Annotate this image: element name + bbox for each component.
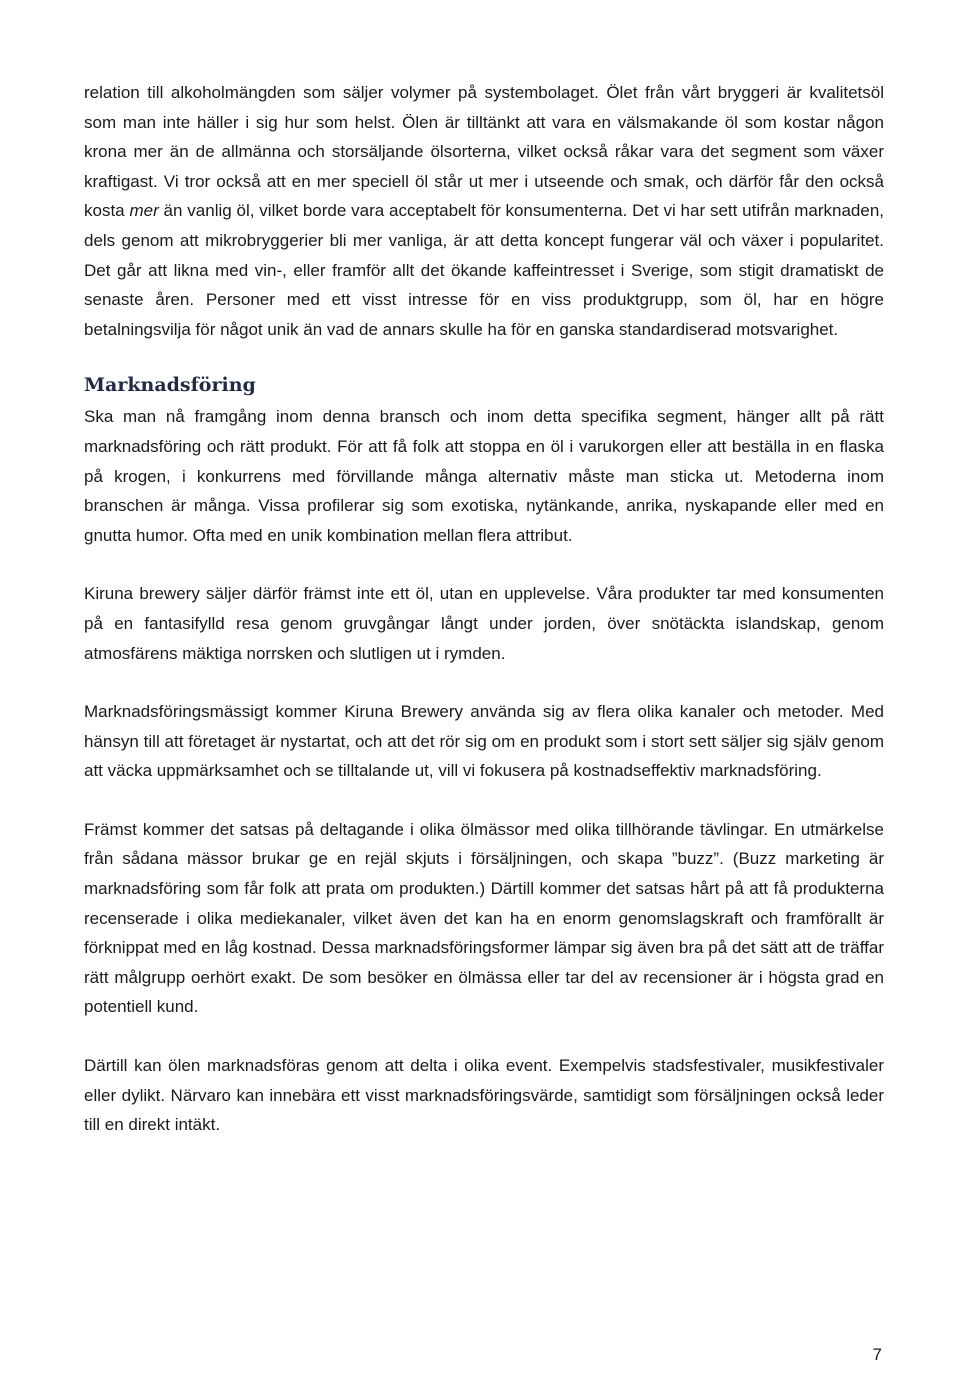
section-heading-marknadsforing: Marknadsföring [84,374,256,397]
paragraph-success: Ska man nå framgång inom denna bransch och inom detta specifika segment, hänger allt på rätt marknadsföring och rätt produkt. För att få folk att stoppa en öl i varukorgen eller att beställa in en flaska på krogen, i konkurrens med förvillande många alternativ måste man sticka ut. Metoderna inom branschen är många. Vissa profilerar sig som exotiska, nytänkande, anrika, nyskapande eller med en gnutta humor. Ofta med en unik kombination mellan flera attribut. [84,407,884,545]
paragraph-intro [84,78,884,344]
paragraph-events: Därtill kan ölen marknadsföras genom att delta i olika event. Exempelvis stadsfestivaler, musikfestivaler eller dylikt. Närvaro kan innebära ett visst marknadsföringsvärde, samtidigt som försäljningen också leder till en direkt intäkt. [84,1056,884,1135]
emphasis-mer: mer [129,201,159,221]
paragraph-fairs: Främst kommer det satsas på deltagande i olika ölmässor med olika tillhörande tävlingar. En utmärkelse från sådana mässor brukar ge en rejäl skjuts i försäljningen, och skapa ”buzz”. (Buzz marketing är marknadsföring som får folk att prata om produkten.) Därtill kommer det satsas hårt på att få produkterna recenserade i olika mediekanaler, vilket även det kan ha en enorm genomslagskraft och framförallt är förknippat med en låg kostnad. Dessa marknadsföringsformer lämpar sig även bra på det sätt att de träffar rätt målgrupp oerhört exakt. De som besöker en ölmässa eller tar del av recensioner är i högsta grad en potentiell kund. [84,819,884,1017]
paragraph-intro-text-end: än vanlig öl, vilket borde vara acceptabelt för konsumenterna. Det vi har sett utifrån marknaden, dels genom att mikrobryggerier bli mer vanliga, är att detta koncept fungerar väl och växer i popularitet. Det går att likna med vin-, eller framför allt det ökande kaffeintresset i Sverige, som stigit dramatiskt de senaste åren. Personer med ett visst intresse för en viss produktgrupp, som öl, har en högre betalningsvilja för något unik än vad de annars skulle ha för en ganska standardiserad motsvarighet. [84,201,884,339]
paragraph-experience: Kiruna brewery säljer därför främst inte ett öl, utan en upplevelse. Våra produkter tar med konsumenten på en fantasifylld resa genom gruvgångar långt under jorden, över snötäckta islandskap, genom atmosfärens mäktiga norrsken och slutligen ut i rymden. [84,584,884,663]
paragraph-channels: Marknadsföringsmässigt kommer Kiruna Brewery använda sig av flera olika kanaler och metoder. Med hänsyn till att företaget är nystartat, och att det rör sig om en produkt som i stort sett säljer sig själv genom att väcka uppmärksamhet och se tilltalande ut, vill vi fokusera på kostnadseffektiv marknadsföring. [84,702,884,781]
page-number: 7 [872,1345,882,1364]
paragraph-intro-text-start: relation till alkoholmängden som säljer volymer på systembolaget. Ölet från vårt bryggeri är kvalitetsöl som man inte häller i sig hur som helst. Ölen är tilltänkt att vara en välsmakande öl som kostar någon krona mer än de allmänna och storsäljande ölsorterna, vilket också råkar vara det segment som växer kraftigast. Vi tror också att en mer speciell öl står ut mer i utseende och smak, och därför får den också kosta [84,83,884,221]
document-page [84,78,884,1140]
